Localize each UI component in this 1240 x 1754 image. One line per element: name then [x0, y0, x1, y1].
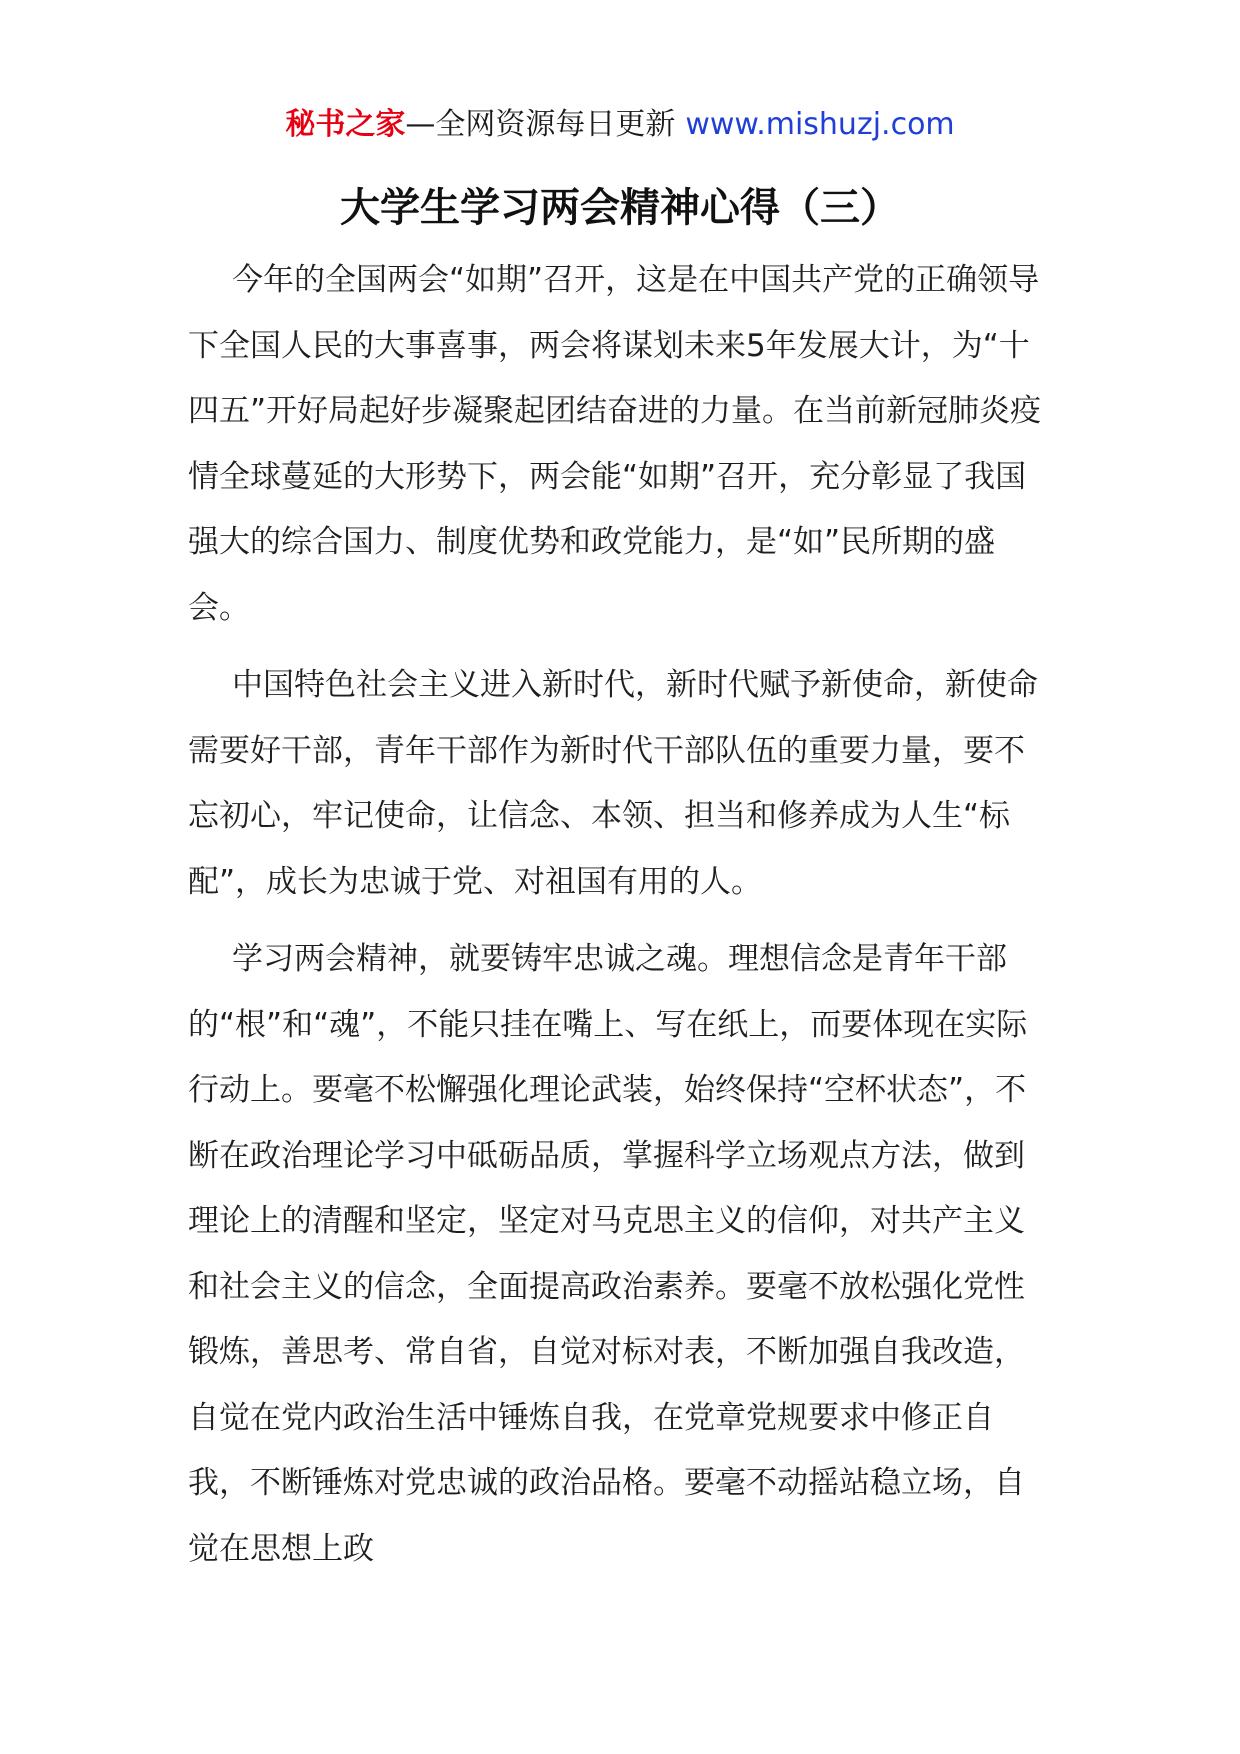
paragraph-1: 今年的全国两会“如期”召开，这是在中国共产党的正确领导下全国人民的大事喜事，两会将谋划未来5年发展大计，为“十四五”开好局起好步凝聚起团结奋进的力量。在当前新冠肺炎疫情全球蔓延的大形势下，两会能“如期”召开，充分彰显了我国强大的综合国力、制度优势和政党能力，是“如”民所期的盛会。: [188, 262, 1042, 626]
paragraph-3: 学习两会精神，就要铸牢忠诚之魂。理想信念是青年干部的“根”和“魂”，不能只挂在嘴上、写在纸上，而要体现在实际行动上。要毫不松懈强化理论武装，始终保持“空杯状态”，不断在政治理论学习中砥砺品质，掌握科学立场观点方法，做到理论上的清醒和坚定，坚定对马克思主义的信仰，对共产主义和社会主义的信念，全面提高政治素养。要毫不放松强化党性锻炼，善思考、常自省，自觉对标对表，不断加强自我改造，自觉在党内政治生活中锤炼自我，在党章党规要求中修正自我，不断锤炼对党忠诚的政治品格。要毫不动摇站稳立场，自觉在思想上政: [188, 941, 1028, 1567]
document-title: 大学生学习两会精神心得（三）: [340, 185, 900, 231]
paragraph-2: 中国特色社会主义进入新时代，新时代赋予新使命，新使命需要好干部，青年干部作为新时代干部队伍的重要力量，要不忘初心，牢记使命，让信念、本领、担当和修养成为人生“标配”，成长为忠诚于党、对祖国有用的人。: [188, 667, 1038, 900]
document-body: [188, 248, 1048, 1594]
brand-name: 秘书之家: [285, 107, 406, 142]
site-url-link[interactable]: www.mishuzj.com: [685, 107, 955, 142]
header-tagline: —全网资源每日更新: [405, 107, 676, 142]
site-header: [0, 100, 1240, 150]
